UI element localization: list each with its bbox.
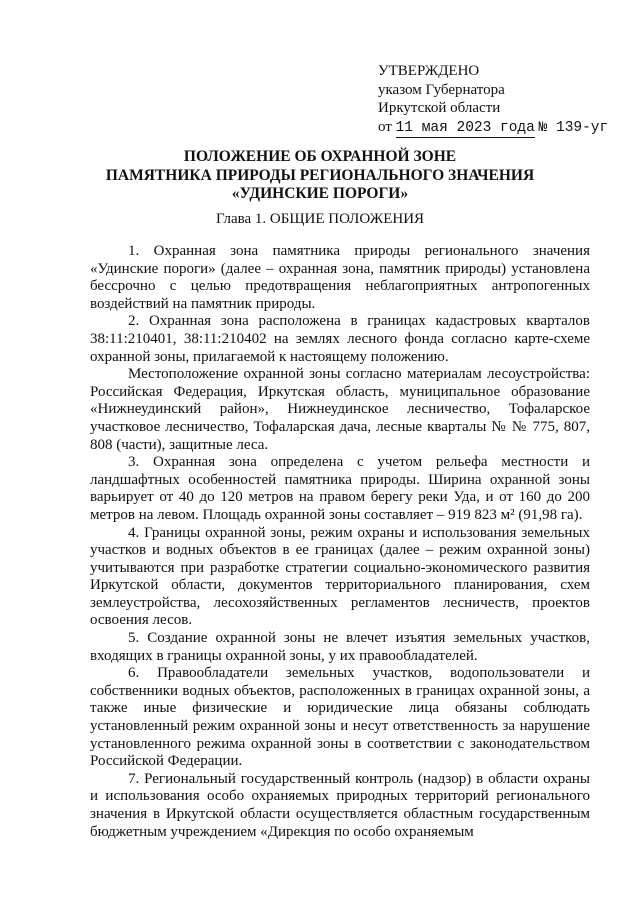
paragraph-5: 5. Создание охранной зоны не влечет изъятия земельных участков, входящих в границы охранной зоны, у их правообладателей.	[90, 630, 590, 664]
document-title	[60, 148, 580, 204]
chapter-heading: Глава 1. ОБЩИЕ ПОЛОЖЕНИЯ	[215, 211, 425, 227]
title-line-3: «УДИНСКИЕ ПОРОГИ»	[231, 185, 409, 202]
approval-date-row	[378, 118, 608, 139]
paragraph-1: 1. Охранная зона памятника природы регионального значения «Удинские пороги» (далее – охранная зона, памятник природы) установлена бессрочно с целью предотвращения неблагоприятных антропогенных воздействий на памятник природы.	[90, 243, 590, 312]
approval-decree-line: указом Губернатора	[378, 81, 505, 98]
title-line-1: ПОЛОЖЕНИЕ ОБ ОХРАННОЙ ЗОНЕ	[183, 148, 457, 165]
approval-region-line: Иркутской области	[378, 100, 501, 116]
approval-heading: УТВЕРЖДЕНО	[378, 63, 480, 79]
approval-stamp	[378, 62, 608, 138]
paragraph-6: 6. Правообладатели земельных участков, водопользователи и собственники водных объектов, расположенных в границах охранной зоны, а также иные физические и юридические лица обязаны соблюдать установленный режим охранной зоны и несут ответственность за нарушение установленного режима охранной зоны в соответствии с законодательством Российской Федерации.	[90, 665, 590, 770]
paragraph-3: 3. Охранная зона определена с учетом рельефа местности и ландшафтных особенностей памятника природы. Ширина охранной зоны варьирует от 40 до 120 метров на правом берегу реки Уда, и от 160 до 200 метров на левом. Площадь охранной зоны составляет – 919 823 м² (91,98 га).	[90, 454, 590, 523]
paragraph-4: 4. Границы охранной зоны, режим охраны и использования земельных участков и водных объектов в ее границах (далее – режим охранной зоны) учитываются при разработке стратегии социально-экономического развития Иркутской области, документов территориального планирования, схем землеустройства, лесохозяйственных регламентов лесничеств, проектов освоения лесов.	[90, 524, 590, 629]
paragraph-7: 7. Региональный государственный контроль (надзор) в области охраны и использования особо охраняемых природных территорий регионального значения в Иркутской области осуществляется областным государственным бюджетным учреждением «Дирекция по особо охраняемым	[90, 770, 590, 840]
title-line-2: ПАМЯТНИКА ПРИРОДЫ РЕГИОНАЛЬНОГО ЗНАЧЕНИЯ	[105, 166, 535, 184]
document-body	[90, 243, 590, 841]
approval-number: № 139-уг	[538, 119, 609, 136]
paragraph-location: Местоположение охранной зоны согласно материалам лесоустройства: Российская Федерация, Иркутская область, муниципальное образование «Нижнеудинский район», Нижнеудинское лесничество, Тофаларское участковое лесничество, Тофаларская дача, лесные кварталы № № 775, 807, 808 (части), защитные леса.	[90, 366, 590, 453]
paragraph-2: 2. Охранная зона расположена в границах кадастровых кварталов 38:11:210401, 38:11:210402 на землях лесного фонда согласно карте-схеме охранной зоны, прилагаемой к настоящему положению.	[90, 313, 590, 365]
approval-date: 11 мая 2023 года	[396, 119, 535, 139]
approval-from-label: от	[378, 118, 392, 135]
